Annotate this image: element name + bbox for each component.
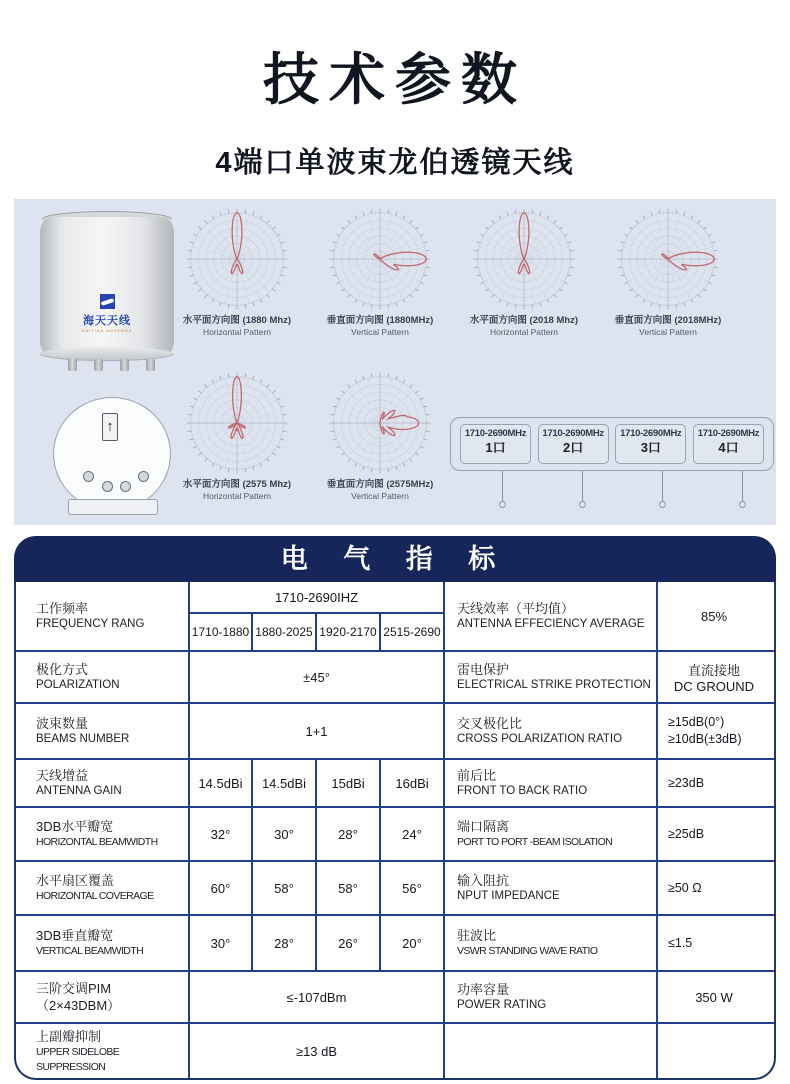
band-value: 60°	[190, 862, 253, 914]
radiation-pattern-1880-vertical	[310, 203, 450, 338]
label-en: BEAMS NUMBER	[36, 733, 130, 745]
frequency-band: 1880-2025	[253, 614, 317, 650]
table-row-frequency	[16, 582, 774, 650]
band-value: 30°	[190, 916, 253, 970]
antenna-connector	[146, 359, 155, 371]
label-zh: 输入阻抗	[457, 873, 510, 888]
band-value: 58°	[317, 862, 381, 914]
row-label	[16, 916, 190, 970]
label-zh: 极化方式	[36, 662, 89, 677]
polar-chart	[181, 203, 293, 315]
right-value	[658, 916, 770, 970]
port-box-3	[615, 424, 686, 464]
row-value: 1+1	[190, 704, 445, 758]
label-en: HORIZONTAL BEAMWIDTH	[36, 836, 158, 848]
band-value: 24°	[381, 808, 445, 860]
port-stem	[502, 471, 503, 501]
right-value-line1: ≥23dB	[668, 775, 705, 790]
label-zh: 端口隔离	[457, 819, 510, 834]
band-value: 20°	[381, 916, 445, 970]
row-right-label	[445, 916, 658, 970]
row-value: ≤-107dBm	[190, 972, 445, 1022]
brand-logo-text: 海天天线	[83, 315, 131, 327]
right-value-line1: ≥50 Ω	[668, 880, 702, 895]
label-zh: 工作频率	[36, 601, 89, 616]
row-right-label	[445, 760, 658, 806]
row-label	[16, 808, 190, 860]
label-zh: 3DB垂直瓣宽	[36, 928, 114, 943]
right-value	[658, 862, 770, 914]
row-label	[16, 862, 190, 914]
row-label	[16, 582, 190, 650]
band-value: 28°	[317, 808, 381, 860]
band-value: 26°	[317, 916, 381, 970]
label-zh: 波束数量	[36, 716, 89, 731]
right-value	[658, 760, 770, 806]
row-label	[16, 652, 190, 702]
band-value: 14.5dBi	[190, 760, 253, 806]
label-en: ELECTRICAL STRIKE PROTECTION	[457, 679, 651, 691]
polar-chart	[612, 203, 724, 315]
page-subtitle: 4端口单波束龙伯透镜天线	[215, 147, 575, 179]
radiation-pattern-2575-horizontal	[167, 367, 307, 502]
pattern-label-zh: 垂直面方向图 (2018MHz)	[614, 315, 722, 326]
port-freq: 1710-2690MHz	[620, 428, 682, 439]
label-en: FREQUENCY RANG	[36, 618, 145, 630]
antenna-body	[40, 217, 174, 357]
pattern-label-en: Horizontal Pattern	[202, 491, 272, 501]
band-value: 14.5dBi	[253, 760, 317, 806]
antenna-bottom-view	[46, 397, 180, 519]
pattern-label-zh: 水平面方向图 (2018 Mhz)	[469, 315, 579, 326]
pattern-label-zh: 垂直面方向图 (1880MHz)	[326, 315, 434, 326]
pattern-label-en: Horizontal Pattern	[202, 327, 272, 337]
electrical-spec-section	[14, 536, 776, 1080]
label-en: POLARIZATION	[36, 679, 120, 691]
right-value-line1: 直流接地	[687, 663, 740, 678]
label-en: VSWR STANDING WAVE RATIO	[457, 945, 598, 957]
band-value: 56°	[381, 862, 445, 914]
label-zh: 前后比	[457, 768, 497, 783]
label-zh: 三阶交调PIM（2×43DBM）	[36, 981, 121, 1013]
polar-chart	[324, 203, 436, 315]
row-right-label	[445, 582, 658, 650]
label-zh: 驻波比	[457, 928, 497, 943]
spec-table-title: 电 气 指 标	[14, 536, 776, 582]
table-row-vertical-beamwidth	[16, 914, 774, 970]
row-right-label	[445, 808, 658, 860]
port-freq: 1710-2690MHz	[697, 428, 760, 439]
label-en: VERTICAL BEAMWIDTH	[36, 945, 144, 957]
frequency-band: 1710-1880	[190, 614, 253, 650]
bottom-port-dot	[83, 471, 94, 482]
antenna-photo	[40, 211, 174, 369]
label-zh: 交叉极化比	[457, 716, 523, 731]
frequency-band-all: 1710-2690IHZ	[190, 582, 445, 614]
pattern-label-en: Horizontal Pattern	[489, 327, 559, 337]
right-value-line2: DC GROUND	[673, 679, 755, 694]
table-row-horizontal-beamwidth	[16, 806, 774, 860]
port-number: 1口	[485, 440, 506, 455]
right-value-line1: ≤1.5	[668, 935, 693, 950]
row-right-label	[445, 862, 658, 914]
right-value	[658, 972, 770, 1022]
port-box-4	[693, 424, 764, 464]
table-row-pim	[16, 970, 774, 1022]
band-value: 58°	[253, 862, 317, 914]
label-zh: 功率容量	[457, 982, 510, 997]
label-zh: 3DB水平瓣宽	[36, 819, 114, 834]
row-label	[16, 1024, 190, 1078]
right-value-line1: ≥25dB	[668, 826, 705, 841]
radiation-pattern-2018-horizontal	[454, 203, 594, 338]
port-number: 4口	[718, 440, 739, 455]
row-right-label	[445, 652, 658, 702]
row-label	[16, 972, 190, 1022]
frequency-band: 1920-2170	[317, 614, 381, 650]
label-en: POWER RATING	[457, 999, 547, 1011]
port-stem	[742, 471, 743, 501]
bottom-port-dot	[120, 481, 131, 492]
label-zh: 雷电保护	[457, 662, 510, 677]
bottom-port-dot	[102, 481, 113, 492]
row-right-label	[445, 1024, 658, 1078]
bottom-port-dot	[138, 471, 149, 482]
polar-chart	[324, 367, 436, 479]
label-en: HORIZONTAL COVERAGE	[36, 890, 154, 902]
right-value-line1: 350 W	[695, 989, 733, 1005]
pattern-label-zh: 水平面方向图 (1880 Mhz)	[182, 315, 292, 326]
right-value-line2: ≥10dB(±3dB)	[668, 732, 742, 746]
right-value-line1: ≥15dB(0°)	[668, 715, 725, 729]
pattern-label-zh: 水平面方向图 (2575 Mhz)	[182, 479, 292, 490]
row-right-label	[445, 704, 658, 758]
row-label	[16, 760, 190, 806]
right-value	[658, 704, 770, 758]
band-value: 32°	[190, 808, 253, 860]
pattern-label-en: Vertical Pattern	[351, 491, 409, 501]
brand-logo-subtext: HAITIAN ANTENNA	[81, 328, 133, 333]
spec-table	[14, 582, 776, 1080]
page-title: 技术参数	[263, 48, 527, 111]
right-value: 85%	[700, 608, 728, 624]
antenna-connector	[94, 359, 103, 371]
label-en: UPPER SIDELOBE SUPPRESSION	[36, 1045, 120, 1073]
port-diagram	[450, 417, 774, 471]
polar-chart	[181, 367, 293, 479]
brand-logo-icon	[100, 294, 115, 309]
table-row-horizontal-coverage	[16, 860, 774, 914]
label-zh: 上副瓣抑制	[36, 1028, 102, 1044]
right-value	[658, 1024, 770, 1078]
radiation-pattern-1880-horizontal	[167, 203, 307, 338]
label-en: CROSS POLARIZATION RATIO	[457, 733, 623, 745]
row-right-label	[445, 972, 658, 1022]
right-value	[658, 652, 770, 702]
label-zh: 天线增益	[36, 768, 89, 783]
antenna-connector	[68, 359, 77, 371]
table-row-sidelobe	[16, 1022, 774, 1078]
table-row-gain	[16, 758, 774, 806]
label-zh: 天线效率（平均值）	[457, 601, 575, 616]
port-stem	[582, 471, 583, 501]
port-number: 3口	[640, 440, 661, 455]
label-en: PORT TO PORT -BEAM ISOLATION	[457, 836, 613, 848]
pattern-label-en: Vertical Pattern	[351, 327, 409, 337]
product-panel	[14, 199, 776, 525]
band-value: 28°	[253, 916, 317, 970]
label-en: ANTENNA EFFECIENCY AVERAGE	[457, 618, 645, 630]
up-arrow-icon: ↑	[102, 413, 118, 441]
port-freq: 1710-2690MHz	[464, 428, 527, 439]
port-number: 2口	[563, 440, 584, 455]
pattern-label-en: Vertical Pattern	[639, 327, 697, 337]
table-row-polarization	[16, 650, 774, 702]
row-value: ≥13 dB	[190, 1024, 445, 1078]
port-stem	[662, 471, 663, 501]
row-label	[16, 704, 190, 758]
label-en: ANTENNA GAIN	[36, 785, 122, 797]
band-value: 15dBi	[317, 760, 381, 806]
port-box-1	[460, 424, 531, 464]
right-value	[658, 808, 770, 860]
row-value: ±45°	[190, 652, 445, 702]
table-row-beams	[16, 702, 774, 758]
pattern-label-zh: 垂直面方向图 (2575MHz)	[326, 479, 434, 490]
mounting-bracket	[68, 499, 158, 515]
radiation-pattern-2018-vertical	[598, 203, 738, 338]
label-en: FRONT TO BACK RATIO	[457, 785, 588, 797]
radiation-pattern-2575-vertical	[310, 367, 450, 502]
port-box-2	[538, 424, 609, 464]
band-value: 30°	[253, 808, 317, 860]
frequency-band: 2515-2690	[381, 614, 445, 650]
label-en: NPUT IMPEDANCE	[457, 890, 560, 902]
antenna-connector	[120, 359, 129, 371]
brand-logo	[40, 293, 174, 333]
polar-chart	[468, 203, 580, 315]
port-freq: 1710-2690MHz	[542, 428, 604, 439]
band-value: 16dBi	[381, 760, 445, 806]
label-zh: 水平扇区覆盖	[36, 873, 115, 888]
